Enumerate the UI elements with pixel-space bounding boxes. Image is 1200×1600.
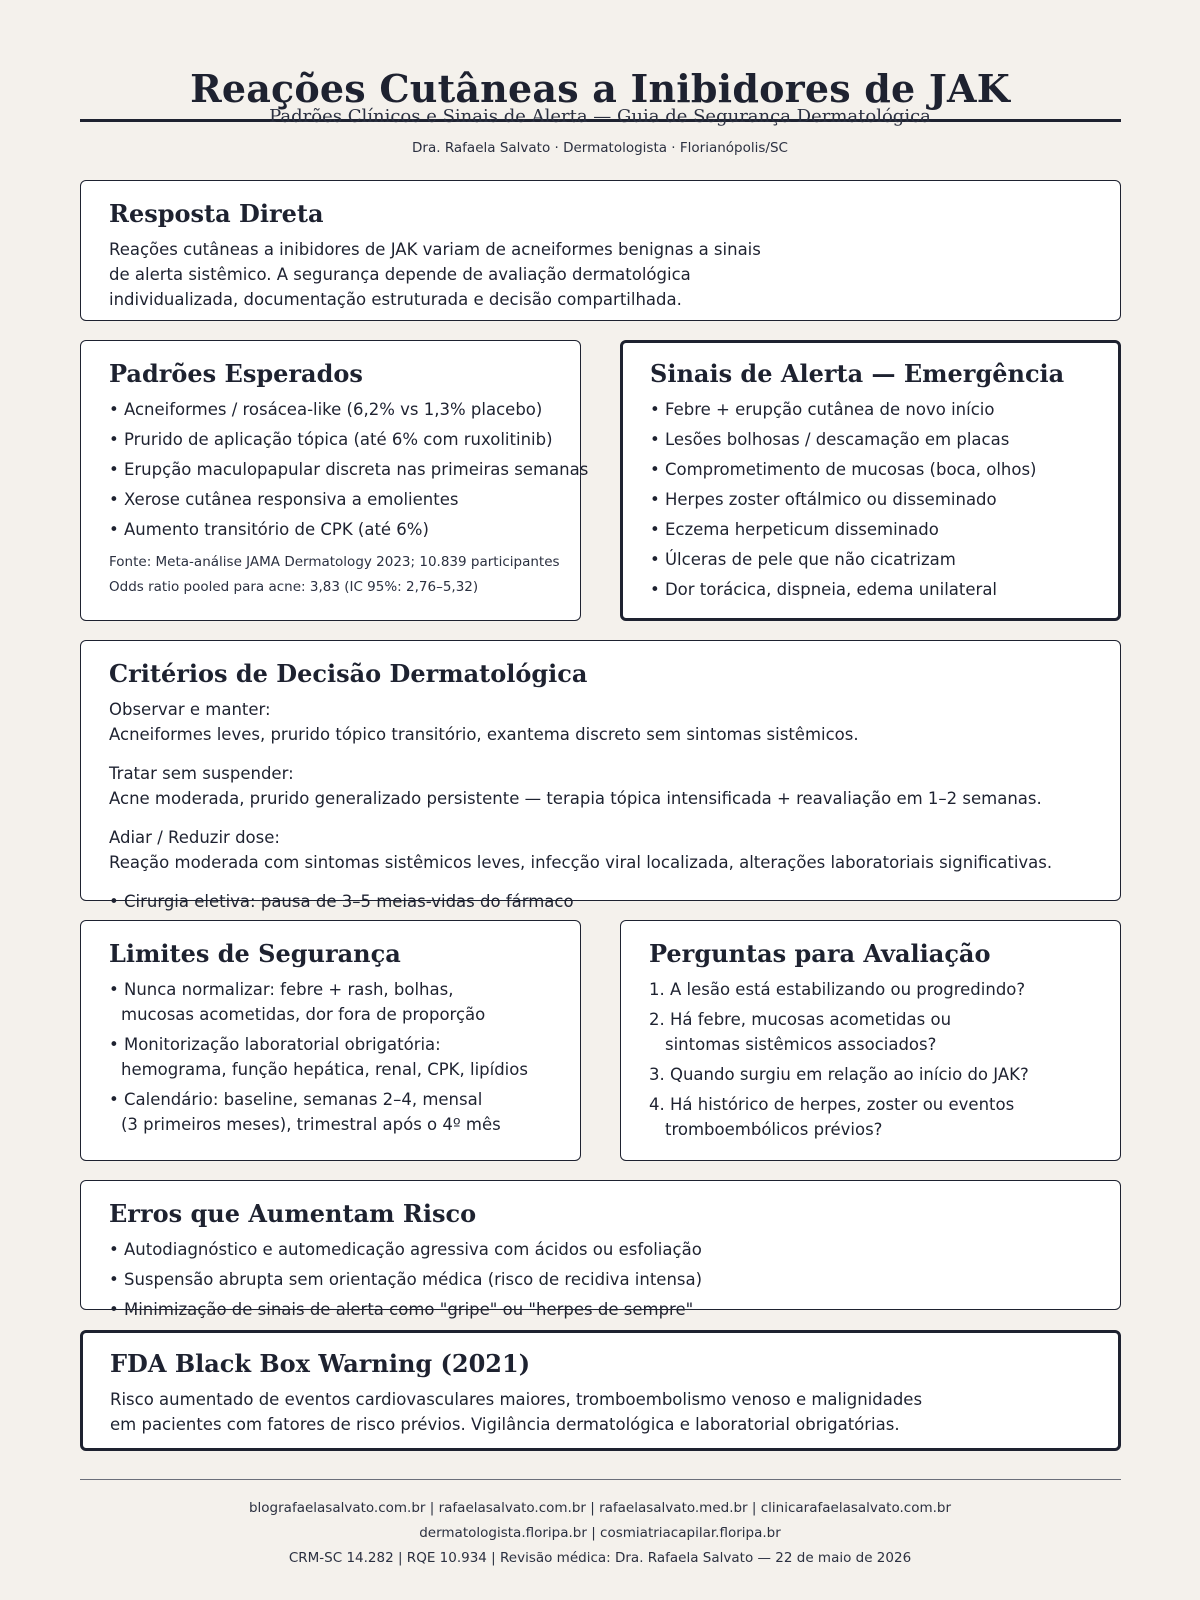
alert-signs-card [620,340,1121,621]
source-note: Fonte: Meta-análise JAMA Dermatology 2023; 10.839 participantes [109,554,560,570]
list-item-line: 2. Há febre, mucosas acometidas ou [649,1010,952,1029]
list-item: • Xerose cutânea responsiva a emolientes [109,490,459,509]
direct-answer-line: de alerta sistêmico. A segurança depende de avaliação dermatológica [109,265,691,284]
criteria-label: Tratar sem suspender: [109,764,294,783]
list-item [649,1062,1092,1087]
criteria-text: Acne moderada, prurido generalizado persistente — terapia tópica intensificada + reavaliação em 1–2 semanas. [109,789,1042,808]
criteria-block [109,697,1092,747]
criteria-label: Observar e manter: [109,700,271,719]
list-item [649,1007,1092,1057]
author-byline: Dra. Rafaela Salvato · Dermatologista · Florianópolis/SC [412,140,788,156]
fda-warning-line: Risco aumentado de eventos cardiovasculares maiores, tromboembolismo venoso e malignidades [110,1390,923,1409]
direct-answer-title: Resposta Direta [109,199,324,228]
decision-criteria-title: Critérios de Decisão Dermatológica [109,659,588,688]
footer-links: blografaelasalvato.com.br | rafaelasalvato.com.br | rafaelasalvato.med.br | clinicarafaelasalvato.com.br [248,1500,952,1516]
list-item: • Suspensão abrupta sem orientação médica (risco de recidiva intensa) [109,1270,703,1289]
list-item: • Autodiagnóstico e automedicação agressiva com ácidos ou esfoliação [109,1240,702,1259]
evaluation-questions-list [649,977,1092,1142]
direct-answer-line: individualizada, documentação estruturada e decisão compartilhada. [109,290,682,309]
list-item [649,1092,1092,1142]
evaluation-questions-card [620,920,1121,1161]
fda-warning-card [80,1330,1121,1451]
footer-credentials: CRM-SC 14.282 | RQE 10.934 | Revisão médica: Dra. Rafaela Salvato — 22 de maio de 2026 [288,1550,912,1566]
evaluation-questions-title: Perguntas para Avaliação [649,939,991,968]
safety-limits-card [80,920,581,1161]
list-item: • Febre + erupção cutânea de novo início [650,400,995,419]
list-item [109,1087,552,1137]
list-item: • Herpes zoster oftálmico ou disseminado [650,490,997,509]
list-item: • Acneiformes / rosácea-like (6,2% vs 1,3% placebo) [109,400,543,419]
direct-answer-card [80,180,1121,321]
footer-links: dermatologista.floripa.br | cosmiatriacapilar.floripa.br [419,1525,781,1541]
list-item: • Erupção maculopapular discreta nas primeiras semanas [109,460,589,479]
criteria-overflow-item: • Cirurgia eletiva: pausa de 3–5 meias-vidas do fármaco [109,892,574,911]
risk-errors-card [80,1180,1121,1319]
list-item-line: (3 primeiros meses), trimestral após o 4º mês [121,1115,501,1134]
list-item-line: 1. A lesão está estabilizando ou progredindo? [649,980,1026,999]
list-item: • Prurido de aplicação tópica (até 6% com ruxolitinib) [109,430,553,449]
safety-limits-title: Limites de Segurança [109,939,401,968]
list-item [109,1032,552,1082]
criteria-block [109,825,1092,875]
risk-errors-list [109,1237,1092,1322]
footer-divider [80,1479,1121,1480]
criteria-label: Adiar / Reduzir dose: [109,828,280,847]
list-item: • Minimização de sinais de alerta como "gripe" ou "herpes de sempre" [109,1300,694,1319]
list-item-line: • Monitorização laboratorial obrigatória: [109,1035,441,1054]
safety-limits-list [109,977,552,1137]
criteria-text: Reação moderada com sintomas sistêmicos leves, infecção viral localizada, alterações laboratoriais significativas. [109,853,1053,872]
fda-warning-line: em pacientes com fatores de risco prévios. Vigilância dermatológica e laboratorial obrigatórias. [110,1415,900,1434]
expected-patterns-title: Padrões Esperados [109,359,363,388]
criteria-text: Acneiformes leves, prurido tópico transitório, exantema discreto sem sintomas sistêmicos. [109,725,859,744]
direct-answer-line: Reações cutâneas a inibidores de JAK variam de acneiformes benignas a sinais [109,240,761,259]
risk-errors-title: Erros que Aumentam Risco [109,1199,477,1228]
list-item-line: sintomas sistêmicos associados? [665,1035,937,1054]
list-item: • Lesões bolhosas / descamação em placas [650,430,1010,449]
list-item [649,977,1092,1002]
decision-criteria-card [80,640,1121,911]
fda-warning-title: FDA Black Box Warning (2021) [110,1349,531,1378]
list-item-line: 3. Quando surgiu em relação ao início do JAK? [649,1065,1029,1084]
list-item-line: 4. Há histórico de herpes, zoster ou eventos [649,1095,1015,1114]
list-item: • Úlceras de pele que não cicatrizam [650,550,956,569]
criteria-block [109,761,1092,811]
source-note: Odds ratio pooled para acne: 3,83 (IC 95%: 2,76–5,32) [109,579,479,595]
list-item-line: hemograma, função hepática, renal, CPK, lipídios [121,1060,528,1079]
list-item-line: • Nunca normalizar: febre + rash, bolhas, [109,980,454,999]
list-item: • Dor torácica, dispneia, edema unilateral [650,580,998,599]
page-title: Reações Cutâneas a Inibidores de JAK [190,66,1010,111]
list-item [109,977,552,1027]
list-item-line: tromboembólicos prévios? [665,1120,883,1139]
expected-patterns-card [80,340,589,621]
list-item: • Aumento transitório de CPK (até 6%) [109,520,429,539]
page-subtitle: Padrões Clínicos e Sinais de Alerta — Guia de Segurança Dermatológica [269,106,931,127]
alert-signs-title: Sinais de Alerta — Emergência [650,359,1065,388]
list-item: • Comprometimento de mucosas (boca, olhos) [650,460,1037,479]
list-item-line: mucosas acometidas, dor fora de proporção [121,1005,486,1024]
expected-patterns-list [109,397,589,542]
list-item: • Eczema herpeticum disseminado [650,520,939,539]
list-item-line: • Calendário: baseline, semanas 2–4, mensal [109,1090,483,1109]
alert-signs-list [650,397,1091,602]
